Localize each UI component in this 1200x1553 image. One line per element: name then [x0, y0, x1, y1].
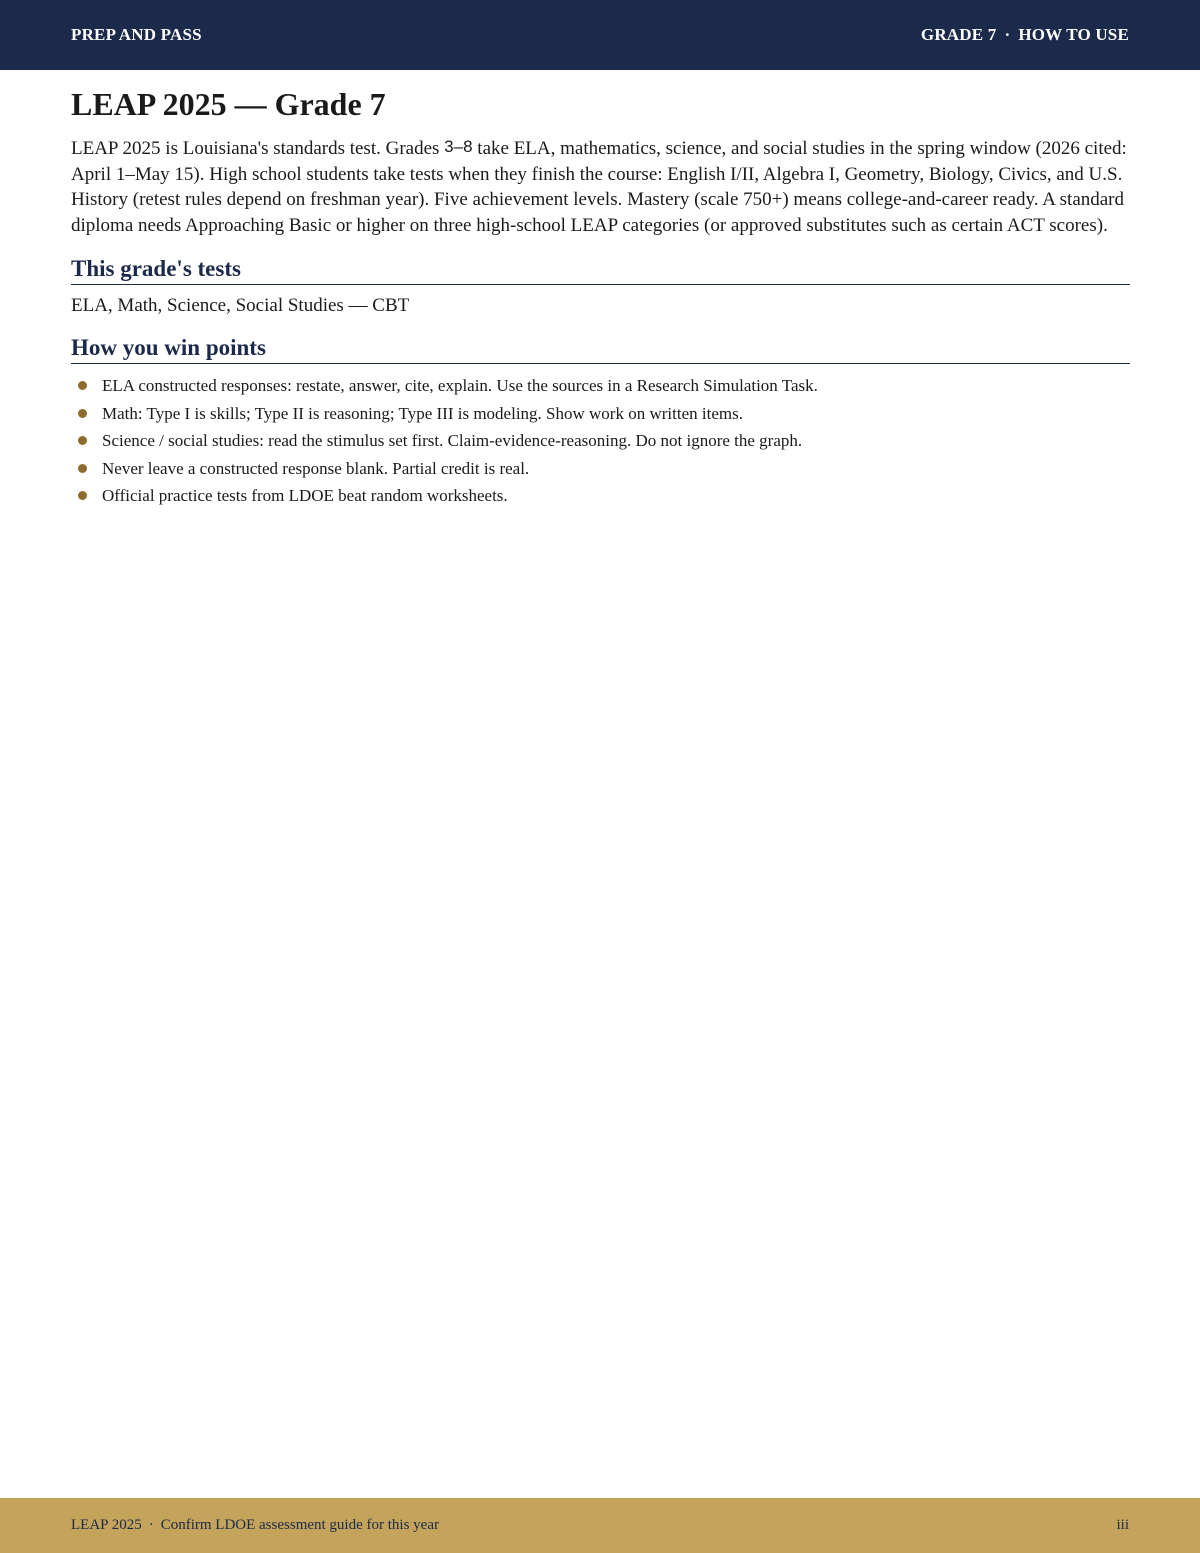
bullet-icon [78, 491, 87, 500]
footer-test-name: LEAP 2025 [71, 1517, 142, 1533]
tests-list: ELA, Math, Science, Social Studies — CBT [71, 295, 410, 316]
list-item [71, 400, 1130, 428]
intro-paragraph [71, 136, 1130, 238]
page-header [0, 0, 1200, 70]
tips-list [71, 372, 1130, 510]
intro-text-end: take ELA, mathematics, science, and social studies in the spring window (2026 cited: April 1–May 15). High school students take tests when they finish the course: English I/II, Algebra I, Geometry, Biology, Civics, and U.S. History (retest rules depend on freshman year). Five achievement levels. Mastery (scale 750+) means college-and-career ready. A standard diploma needs Approaching Basic or higher on three high-school LEAP categories (or approved substitutes such as certain ACT scores). [71, 138, 1127, 236]
header-section: HOW TO USE [1018, 25, 1129, 44]
page-footer [0, 1498, 1200, 1553]
list-item [71, 482, 1130, 510]
bullet-icon [78, 381, 87, 390]
tip-text: Official practice tests from LDOE beat random worksheets. [102, 486, 508, 505]
footer-reminder: Confirm LDOE assessment guide for this year [160, 1517, 439, 1533]
bullet-icon [78, 464, 87, 473]
main-content [71, 86, 1130, 510]
footer-note [71, 1517, 439, 1534]
tip-text: ELA constructed responses: restate, answer, cite, explain. Use the sources in a Research Simulation Task. [102, 376, 818, 395]
points-heading: How you win points [71, 334, 1130, 364]
list-item [71, 372, 1130, 400]
list-item [71, 455, 1130, 483]
bullet-icon [78, 409, 87, 418]
footer-separator: · [148, 1517, 154, 1533]
grade-range: 3–8 [444, 137, 473, 156]
tip-text: Math: Type I is skills; Type II is reasoning; Type III is modeling. Show work on written items. [102, 403, 743, 423]
page-title: LEAP 2025 — Grade 7 [71, 86, 386, 122]
bullet-icon [78, 436, 87, 445]
page-number: iii [1116, 1517, 1129, 1533]
intro-text-start: LEAP 2025 is Louisiana's standards test. Grades [71, 138, 445, 159]
header-separator: · [1004, 25, 1011, 44]
header-location [921, 25, 1129, 45]
list-item [71, 427, 1130, 455]
header-brand: PREP AND PASS [71, 25, 202, 44]
tests-heading: This grade's tests [71, 255, 1130, 285]
tip-text: Never leave a constructed response blank. Partial credit is real. [102, 458, 530, 478]
tip-text: Science / social studies: read the stimulus set first. Claim-evidence-reasoning. Do not ignore the graph. [102, 431, 803, 450]
header-grade: GRADE 7 [920, 25, 997, 44]
